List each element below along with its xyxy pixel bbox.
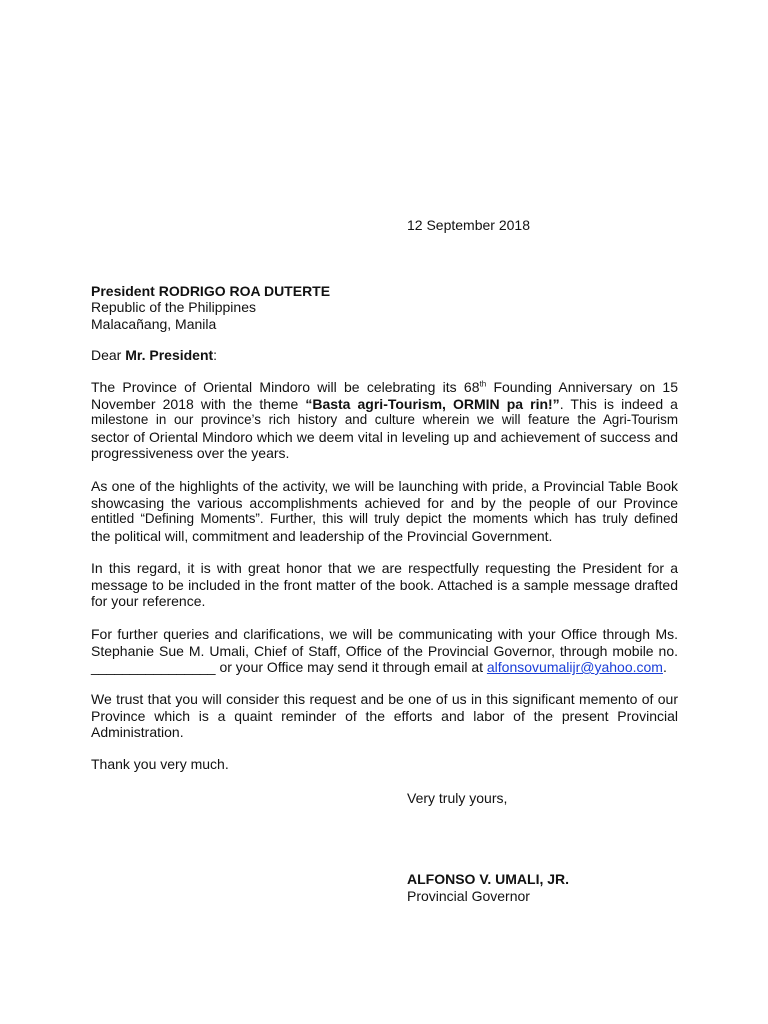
paragraph-line: ________________ or your Office may send it through email at alfonsovumalijr@yahoo.com. [91, 659, 667, 675]
paragraph-line: milestone in our province’s rich history and culture wherein we will feature the Agri-Tourism [91, 412, 678, 427]
paragraph-line: message to be included in the front matter of the book. Attached is a sample message drafted [91, 576, 678, 593]
recipient-title: President [91, 283, 155, 299]
paragraph-contact [91, 626, 678, 676]
recipient-name: RODRIGO ROA DUTERTE [158, 283, 331, 299]
recipient-address-line2: Malacañang, Manila [91, 316, 217, 332]
closing-line: Very truly yours, [407, 790, 508, 806]
recipient-address-line1: Republic of the Philippines [91, 299, 256, 315]
paragraph-line: For further queries and clarifications, we will be communicating with your Office through Ms. [91, 626, 678, 642]
paragraph-line: sector of Oriental Mindoro which we deem vital in leveling up and achievement of success and [91, 428, 678, 445]
paragraph-line: As one of the highlights of the activity, we will be launching with pride, a Provincial Table Book [91, 478, 678, 494]
salutation-suffix: : [213, 347, 218, 363]
paragraph-table-book [91, 478, 678, 544]
paragraph-line: progressiveness over the years. [91, 445, 290, 461]
recipient-name-line [91, 283, 330, 300]
paragraph-line: November 2018 with the theme “Basta agri-Tourism, ORMIN pa rin!”. This is indeed a [91, 395, 678, 412]
paragraph-line: entitled “Defining Moments”. Further, this will truly depict the moments which has truly defined [91, 511, 678, 526]
paragraph-line: showcasing the various accomplishments achieved for and by the people of our Province [91, 494, 678, 511]
salutation-prefix: Dear [91, 347, 122, 363]
paragraph-trust [91, 691, 678, 741]
paragraph-line: the political will, commitment and leadership of the Provincial Government. [91, 527, 553, 544]
signatory-name: ALFONSO V. UMALI, JR. [407, 871, 570, 887]
signatory-title: Provincial Governor [407, 888, 530, 904]
salutation-name: Mr. President [125, 347, 214, 363]
paragraph-anniversary [91, 379, 678, 462]
paragraph-line: for your reference. [91, 593, 206, 609]
letter-date: 12 September 2018 [407, 217, 530, 233]
theme-text: “Basta agri-Tourism, ORMIN pa rin!” [305, 395, 560, 412]
paragraph-line: Administration. [91, 724, 184, 740]
paragraph-line: In this regard, it is with great honor that we are respectfully requesting the President for a [91, 560, 678, 576]
salutation [91, 347, 217, 364]
paragraph-line: We trust that you will consider this request and be one of us in this significant memento of our [91, 691, 678, 707]
paragraph-line: Stephanie Sue M. Umali, Chief of Staff, Office of the Provincial Governor, through mobile no. [91, 642, 678, 659]
paragraph-line: Province which is a quaint reminder of the efforts and labor of the present Provincial [91, 707, 678, 724]
thanks-line: Thank you very much. [91, 756, 229, 772]
paragraph-request [91, 560, 678, 610]
email-link[interactable]: alfonsovumalijr@yahoo.com [486, 659, 663, 675]
paragraph-line: The Province of Oriental Mindoro will be celebrating its 68th Founding Anniversary on 15 [91, 379, 678, 395]
